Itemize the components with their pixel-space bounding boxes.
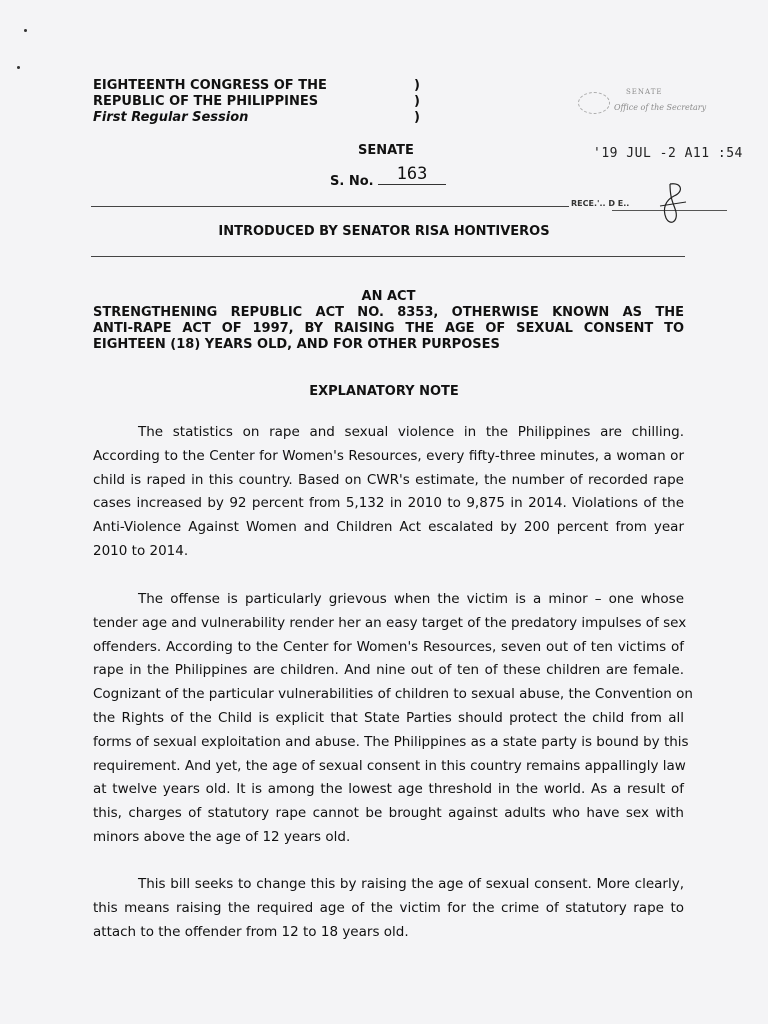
text-line: tender age and vulnerability render her an easy target of the predatory impulses of sex xyxy=(93,614,687,631)
bill-number xyxy=(330,164,428,189)
scan-speck xyxy=(24,29,27,32)
text-line: requirement. And yet, the age of sexual consent in this country remains appallingly law xyxy=(93,757,686,774)
text-line: minors above the age of 12 years old. xyxy=(93,828,351,845)
text-line: The statistics on rape and sexual violence in the Philippines are chilling. xyxy=(138,424,684,440)
stamp-senate-text: SENATE xyxy=(626,88,663,96)
seal-icon xyxy=(578,92,610,114)
received-timestamp: '19 JUL -2 A11 :54 xyxy=(593,146,743,161)
text-line: attach to the offender from 12 to 18 years old. xyxy=(93,923,409,940)
congress-line: REPUBLIC OF THE PHILIPPINES xyxy=(93,94,319,109)
text-line: child is raped in this country. Based on CWR's estimate, the number of recorded rape xyxy=(93,471,684,488)
senate-office-stamp xyxy=(570,88,730,118)
text-line: this, charges of statutory rape cannot be brought against adults who have sex with xyxy=(93,805,684,822)
congress-header xyxy=(93,78,327,126)
text-line: the Rights of the Child is explicit that State Parties should protect the child from all xyxy=(93,709,684,726)
text-line: offenders. According to the Center for Women's Resources, seven out of ten victims of xyxy=(93,638,684,655)
stamp-office-text: Office of the Secretary xyxy=(614,103,707,112)
divider-line xyxy=(91,256,685,257)
act-title xyxy=(93,289,684,353)
text-line: According to the Center for Women's Resources, every fifty-three minutes, a woman or xyxy=(93,447,684,464)
scan-speck xyxy=(17,66,20,69)
congress-line: EIGHTEENTH CONGRESS OF THE xyxy=(93,78,327,93)
paren: ) xyxy=(414,78,420,93)
text-line: Anti-Violence Against Women and Children Act escalated by 200 percent from year xyxy=(93,519,684,536)
act-title-line: EIGHTEEN (18) YEARS OLD, AND FOR OTHER PURPOSES xyxy=(93,337,500,352)
header-parentheses xyxy=(414,78,420,126)
session-label: First Regular Session xyxy=(93,110,249,125)
paragraph xyxy=(93,421,684,564)
act-title-line: ANTI-RAPE ACT OF 1997, BY RAISING THE AGE OF SEXUAL CONSENT TO xyxy=(93,321,684,336)
text-line: The offense is particularly grievous when the victim is a minor – one whose xyxy=(138,591,684,607)
chamber-label: SENATE xyxy=(358,143,414,158)
act-heading: AN ACT xyxy=(361,289,416,304)
bill-number-value: 163 xyxy=(378,164,446,185)
paragraph xyxy=(93,588,693,850)
paragraph xyxy=(93,873,684,944)
text-line: rape in the Philippines are children. And nine out of ten of these children are female. xyxy=(93,662,684,679)
text-line: 2010 to 2014. xyxy=(93,542,189,559)
text-line: this means raising the required age of the victim for the crime of statutory rape to xyxy=(93,899,684,916)
act-title-line: STRENGTHENING REPUBLIC ACT NO. 8353, OTHERWISE KNOWN AS THE xyxy=(93,305,684,320)
introduced-by: INTRODUCED BY SENATOR RISA HONTIVEROS xyxy=(218,224,550,239)
text-line: Cognizant of the particular vulnerabilities of children to sexual abuse, the Convention on xyxy=(93,686,693,703)
bill-number-label: S. No. xyxy=(330,174,374,189)
paren: ) xyxy=(414,110,420,125)
paren: ) xyxy=(414,94,420,109)
text-line: at twelve years old. It is among the lowest age threshold in the world. As a result of xyxy=(93,781,684,798)
text-line: forms of sexual exploitation and abuse. The Philippines as a state party is bound by this xyxy=(93,733,689,750)
received-by-label: RECE.'.. D E.. xyxy=(571,199,630,208)
signature-icon xyxy=(640,178,700,228)
divider-line xyxy=(91,206,569,207)
text-line: cases increased by 92 percent from 5,132 in 2010 to 9,875 in 2014. Violations of the xyxy=(93,495,684,512)
text-line: This bill seeks to change this by raising the age of sexual consent. More clearly, xyxy=(138,876,684,892)
explanatory-note-heading: EXPLANATORY NOTE xyxy=(309,384,459,399)
